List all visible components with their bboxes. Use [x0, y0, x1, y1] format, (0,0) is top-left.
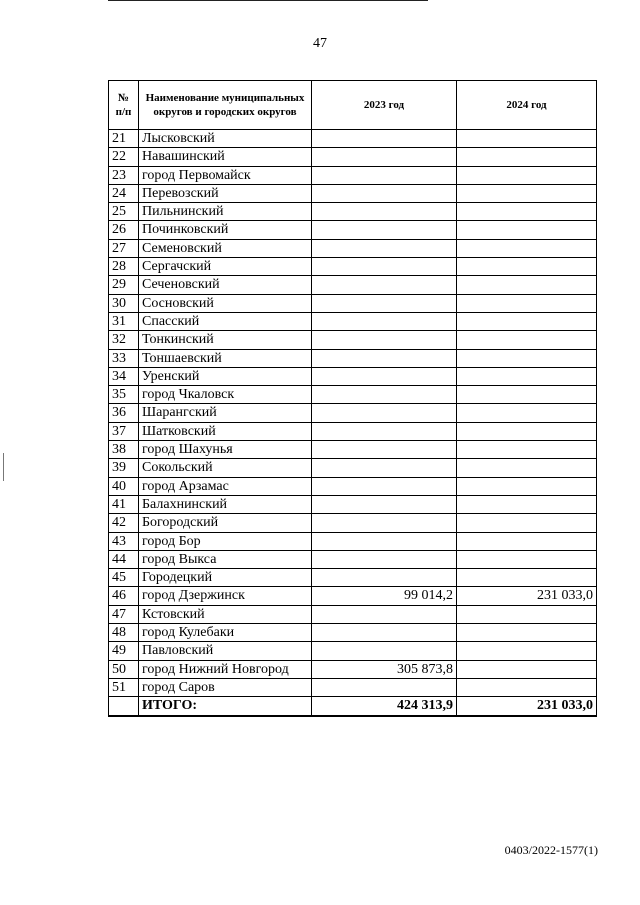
row-name: Навашинский — [139, 148, 312, 166]
row-name: город Бор — [139, 532, 312, 550]
row-value-2023 — [312, 203, 457, 221]
row-number: 33 — [109, 349, 139, 367]
table-row — [109, 258, 597, 276]
row-number: 43 — [109, 532, 139, 550]
row-value-2024 — [457, 624, 597, 642]
row-name: город Шахунья — [139, 441, 312, 459]
table-row — [109, 294, 597, 312]
row-number: 26 — [109, 221, 139, 239]
row-value-2023 — [312, 678, 457, 696]
row-value-2023 — [312, 514, 457, 532]
row-name: Павловский — [139, 642, 312, 660]
row-name: город Дзержинск — [139, 587, 312, 605]
row-value-2023 — [312, 239, 457, 257]
total-num-cell — [109, 697, 139, 716]
row-number: 21 — [109, 130, 139, 148]
total-row — [109, 697, 597, 716]
row-value-2023 — [312, 477, 457, 495]
table-row — [109, 367, 597, 385]
table-header-row — [109, 81, 597, 130]
row-name: Тонкинский — [139, 331, 312, 349]
row-number: 24 — [109, 184, 139, 202]
row-number: 35 — [109, 386, 139, 404]
table-row — [109, 130, 597, 148]
row-value-2024 — [457, 386, 597, 404]
row-value-2024 — [457, 166, 597, 184]
row-number: 41 — [109, 495, 139, 513]
row-name: Перевозский — [139, 184, 312, 202]
row-number: 49 — [109, 642, 139, 660]
row-number: 28 — [109, 258, 139, 276]
row-name: Пильнинский — [139, 203, 312, 221]
row-number: 42 — [109, 514, 139, 532]
table-row — [109, 349, 597, 367]
row-value-2023 — [312, 148, 457, 166]
row-number: 36 — [109, 404, 139, 422]
row-value-2024 — [457, 477, 597, 495]
page-number: 47 — [313, 36, 327, 51]
table-row — [109, 624, 597, 642]
table-row — [109, 239, 597, 257]
table-row — [109, 312, 597, 330]
row-value-2024 — [457, 349, 597, 367]
row-value-2024 — [457, 258, 597, 276]
header-name: Наименование муниципальных округов и городских округов — [139, 81, 312, 130]
total-2024: 231 033,0 — [457, 697, 597, 716]
row-value-2024 — [457, 294, 597, 312]
row-value-2024 — [457, 221, 597, 239]
row-number: 39 — [109, 459, 139, 477]
row-name: Тоншаевский — [139, 349, 312, 367]
row-value-2024 — [457, 130, 597, 148]
row-name: город Первомайск — [139, 166, 312, 184]
row-value-2023 — [312, 495, 457, 513]
row-number: 25 — [109, 203, 139, 221]
table-row — [109, 404, 597, 422]
table-row — [109, 550, 597, 568]
row-value-2024 — [457, 459, 597, 477]
row-value-2024 — [457, 514, 597, 532]
row-name: Семеновский — [139, 239, 312, 257]
row-number: 27 — [109, 239, 139, 257]
row-number: 29 — [109, 276, 139, 294]
table-row — [109, 477, 597, 495]
row-number: 23 — [109, 166, 139, 184]
row-value-2024 — [457, 148, 597, 166]
row-number: 45 — [109, 569, 139, 587]
row-name: город Чкаловск — [139, 386, 312, 404]
row-number: 44 — [109, 550, 139, 568]
row-value-2024 — [457, 276, 597, 294]
row-value-2024 — [457, 404, 597, 422]
row-name: Починковский — [139, 221, 312, 239]
row-name: город Саров — [139, 678, 312, 696]
row-value-2023 — [312, 258, 457, 276]
top-divider-line — [108, 0, 428, 1]
row-name: Городецкий — [139, 569, 312, 587]
table-row — [109, 166, 597, 184]
row-value-2023 — [312, 441, 457, 459]
row-value-2023 — [312, 569, 457, 587]
row-number: 32 — [109, 331, 139, 349]
row-value-2024 — [457, 532, 597, 550]
table-row — [109, 441, 597, 459]
row-value-2023 — [312, 532, 457, 550]
row-number: 30 — [109, 294, 139, 312]
row-value-2023 — [312, 276, 457, 294]
table-row — [109, 642, 597, 660]
row-name: Уренский — [139, 367, 312, 385]
row-number: 46 — [109, 587, 139, 605]
row-number: 48 — [109, 624, 139, 642]
row-name: Балахнинский — [139, 495, 312, 513]
row-name: Шатковский — [139, 422, 312, 440]
table-row — [109, 422, 597, 440]
row-value-2024 — [457, 367, 597, 385]
row-name: город Арзамас — [139, 477, 312, 495]
row-value-2023 — [312, 404, 457, 422]
document-code: 0403/2022-1577(1) — [504, 843, 598, 857]
row-value-2023 — [312, 422, 457, 440]
row-value-2023 — [312, 184, 457, 202]
row-value-2024 — [457, 239, 597, 257]
row-value-2024 — [457, 550, 597, 568]
row-name: город Кулебаки — [139, 624, 312, 642]
row-value-2024 — [457, 678, 597, 696]
row-number: 34 — [109, 367, 139, 385]
row-name: Сосновский — [139, 294, 312, 312]
total-2023: 424 313,9 — [312, 697, 457, 716]
table-row — [109, 276, 597, 294]
row-value-2023 — [312, 221, 457, 239]
table-row — [109, 459, 597, 477]
row-number: 50 — [109, 660, 139, 678]
row-value-2024 — [457, 605, 597, 623]
row-value-2023 — [312, 349, 457, 367]
table-row — [109, 495, 597, 513]
row-value-2023 — [312, 459, 457, 477]
table-body — [109, 130, 597, 697]
row-value-2023 — [312, 550, 457, 568]
row-name: Сергачский — [139, 258, 312, 276]
table-row — [109, 678, 597, 696]
row-number: 37 — [109, 422, 139, 440]
row-value-2023 — [312, 130, 457, 148]
row-name: Лысковский — [139, 130, 312, 148]
row-value-2023 — [312, 642, 457, 660]
table-row — [109, 184, 597, 202]
row-value-2023 — [312, 166, 457, 184]
row-name: Кстовский — [139, 605, 312, 623]
row-value-2023 — [312, 312, 457, 330]
row-value-2023 — [312, 331, 457, 349]
row-number: 51 — [109, 678, 139, 696]
row-name: Шарангский — [139, 404, 312, 422]
row-value-2024 — [457, 441, 597, 459]
row-value-2024: 231 033,0 — [457, 587, 597, 605]
row-value-2023 — [312, 294, 457, 312]
table-row — [109, 386, 597, 404]
row-name: город Нижний Новгород — [139, 660, 312, 678]
table-row — [109, 587, 597, 605]
table-row — [109, 331, 597, 349]
header-num: № п/п — [109, 81, 139, 130]
row-value-2024 — [457, 312, 597, 330]
row-number: 31 — [109, 312, 139, 330]
table-row — [109, 203, 597, 221]
row-value-2024 — [457, 495, 597, 513]
row-value-2023 — [312, 605, 457, 623]
header-2024: 2024 год — [457, 81, 597, 130]
row-number: 22 — [109, 148, 139, 166]
margin-mark — [3, 453, 4, 481]
row-value-2024 — [457, 203, 597, 221]
row-name: Сеченовский — [139, 276, 312, 294]
row-number: 47 — [109, 605, 139, 623]
table-row — [109, 148, 597, 166]
table-row — [109, 569, 597, 587]
row-name: город Выкса — [139, 550, 312, 568]
row-name: Сокольский — [139, 459, 312, 477]
row-value-2024 — [457, 642, 597, 660]
table-row — [109, 514, 597, 532]
row-value-2024 — [457, 569, 597, 587]
row-value-2023 — [312, 624, 457, 642]
header-2023: 2023 год — [312, 81, 457, 130]
row-name: Богородский — [139, 514, 312, 532]
total-label: ИТОГО: — [139, 697, 312, 716]
row-value-2024 — [457, 660, 597, 678]
row-value-2024 — [457, 422, 597, 440]
row-value-2023: 305 873,8 — [312, 660, 457, 678]
table-row — [109, 605, 597, 623]
row-value-2024 — [457, 184, 597, 202]
row-value-2023 — [312, 386, 457, 404]
row-name: Спасский — [139, 312, 312, 330]
row-value-2023 — [312, 367, 457, 385]
row-number: 40 — [109, 477, 139, 495]
row-value-2024 — [457, 331, 597, 349]
table-row — [109, 221, 597, 239]
table-row — [109, 532, 597, 550]
row-number: 38 — [109, 441, 139, 459]
table-row — [109, 660, 597, 678]
municipal-funding-table — [108, 80, 597, 717]
row-value-2023: 99 014,2 — [312, 587, 457, 605]
